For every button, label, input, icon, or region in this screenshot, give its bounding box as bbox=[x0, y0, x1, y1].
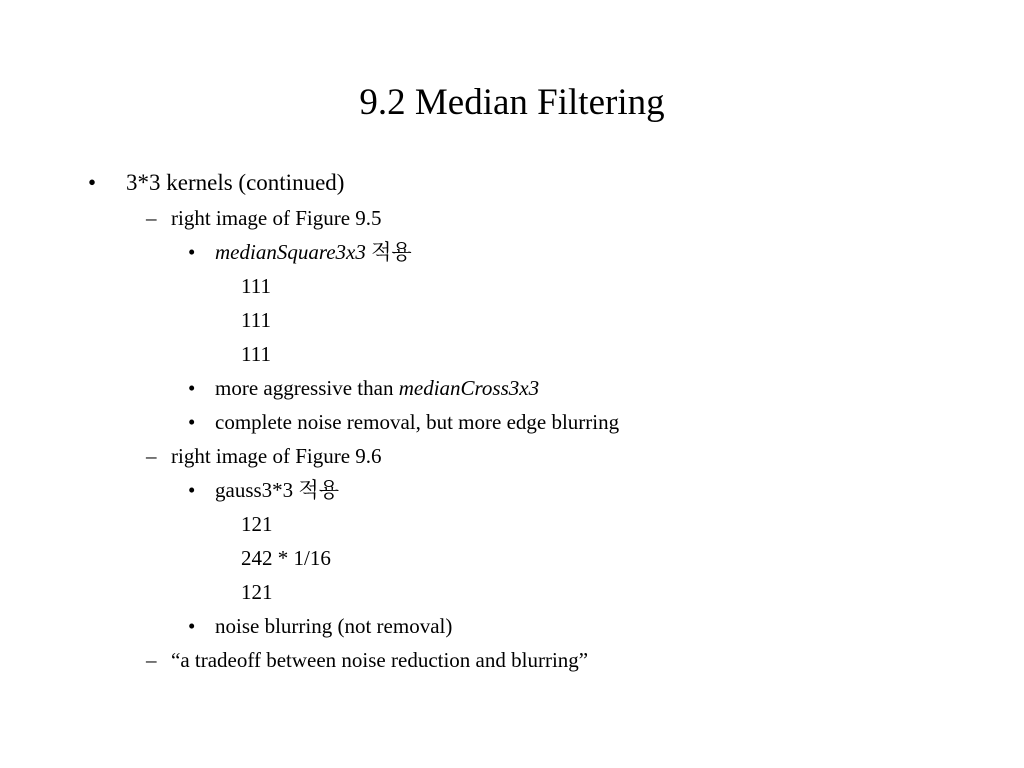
dash-marker: – bbox=[146, 444, 157, 468]
bullet-marker: • bbox=[88, 170, 97, 195]
sub-bullet-marker: • bbox=[188, 410, 196, 434]
dash-item-figure-9-6: right image of Figure 9.6 bbox=[171, 444, 382, 468]
kernel-row: 121 bbox=[241, 580, 273, 604]
italic-text: medianCross3x3 bbox=[398, 376, 540, 400]
sub-bullet-marker: • bbox=[188, 240, 196, 264]
kernel-row: 121 bbox=[241, 512, 273, 536]
kernel-row: 111 bbox=[241, 308, 271, 332]
sub-bullet-noise-blurring: noise blurring (not removal) bbox=[215, 614, 453, 638]
sub-bullet-marker: • bbox=[188, 478, 196, 502]
bullet-suffix: 적용 bbox=[365, 240, 412, 264]
kernel-row: 111 bbox=[241, 274, 271, 298]
dash-marker: – bbox=[146, 206, 157, 230]
sub-bullet-marker: • bbox=[188, 376, 196, 400]
kernel-row: 242 * 1/16 bbox=[241, 546, 331, 570]
sub-bullet-marker: • bbox=[188, 614, 196, 638]
sub-bullet-more-aggressive bbox=[215, 375, 539, 401]
bullet-prefix: more aggressive than bbox=[215, 376, 399, 400]
dash-item-figure-9-5: right image of Figure 9.5 bbox=[171, 206, 382, 230]
sub-bullet-gauss: gauss3*3 적용 bbox=[215, 478, 339, 502]
dash-item-tradeoff-quote: “a tradeoff between noise reduction and blurring” bbox=[171, 648, 589, 672]
dash-marker: – bbox=[146, 648, 157, 672]
slide-title: 9.2 Median Filtering bbox=[359, 82, 665, 123]
kernel-row: 111 bbox=[241, 342, 271, 366]
sub-bullet-median-square bbox=[215, 239, 412, 265]
bullet-main: 3*3 kernels (continued) bbox=[126, 170, 345, 195]
sub-bullet-complete-noise-removal: complete noise removal, but more edge blurring bbox=[215, 410, 620, 434]
italic-text: medianSquare3x3 bbox=[215, 240, 366, 264]
